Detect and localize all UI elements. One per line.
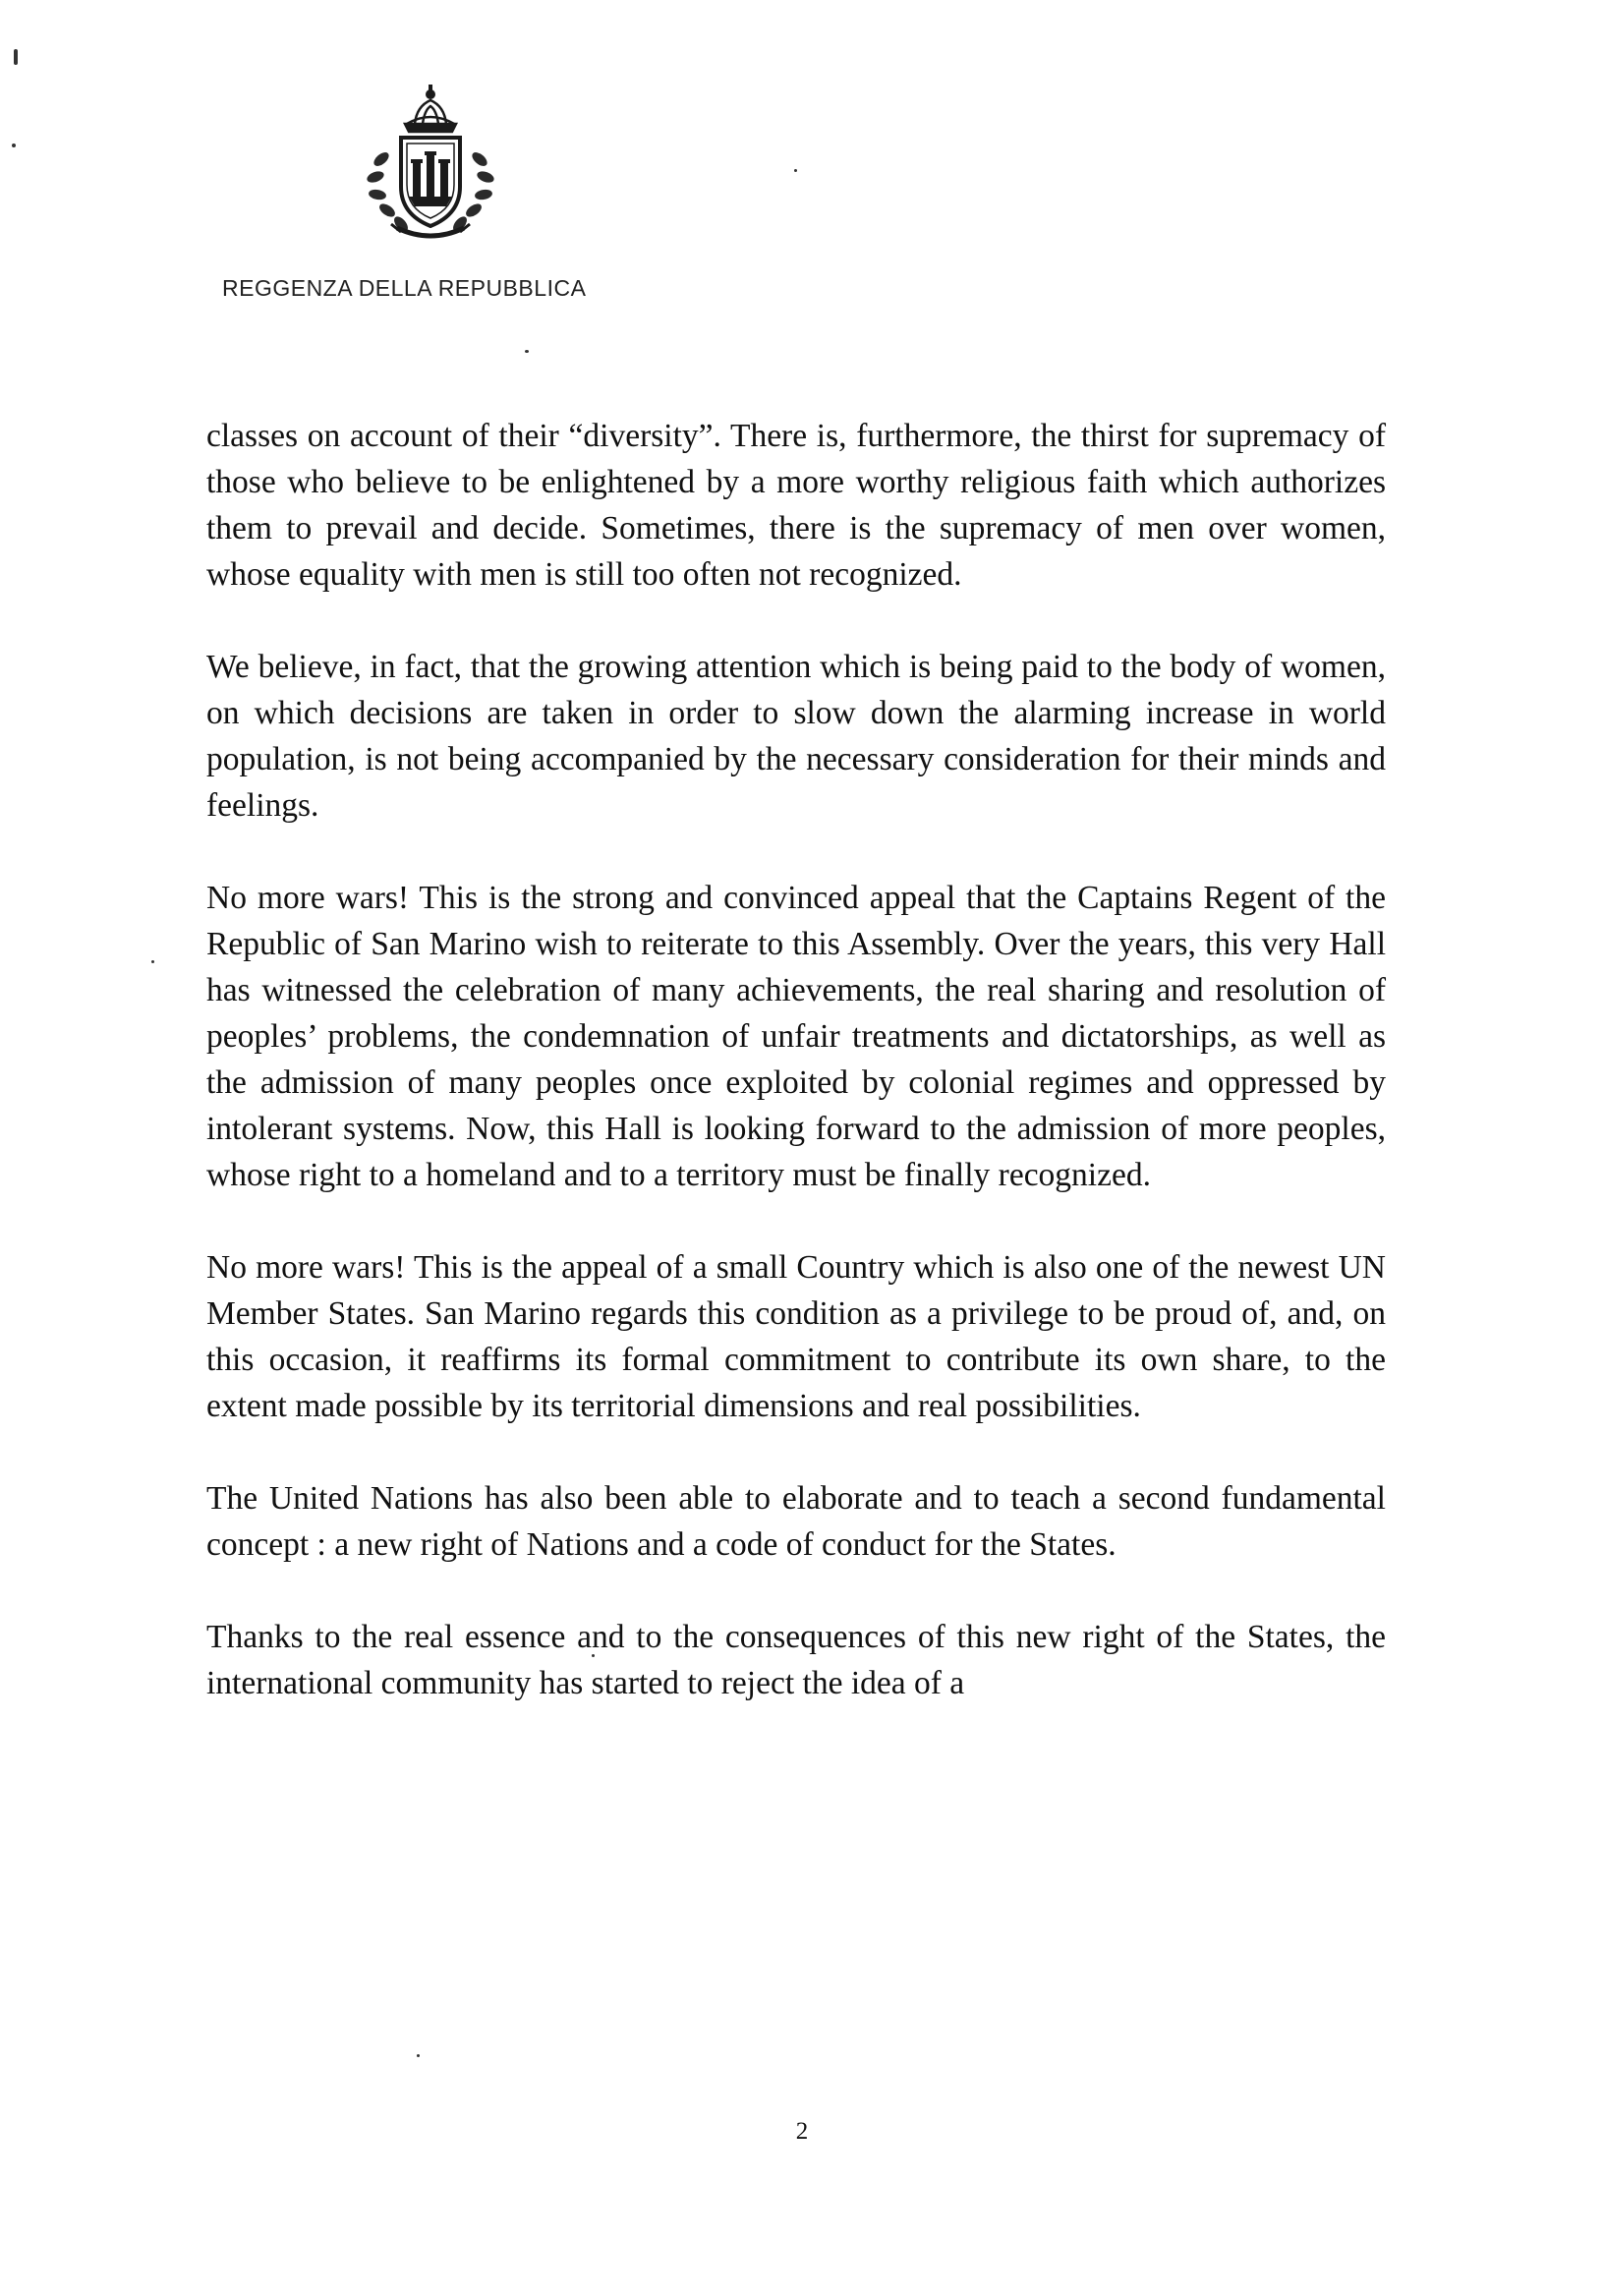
scan-speck bbox=[417, 2054, 420, 2057]
scan-speck bbox=[151, 960, 154, 963]
scan-speck bbox=[525, 350, 529, 353]
paragraph: classes on account of their “diversity”. There is, furthermore, the thirst for supremacy of those who believe to be enlightened by a more worthy religious faith which authorizes them to prevail and decide. Sometimes, there is the supremacy of men over women, whose equality with men is still too often not recognized. bbox=[206, 418, 1386, 593]
paragraph: No more wars! This is the strong and convinced appeal that the Captains Regent of the Republic of San Marino wish to reiterate to this Assembly. Over the years, this very Hall has witnessed the celebration of many achievements, the real sharing and resolution of peoples’ problems, the condemnation of unfair treatments and dictatorships, as well as the admission of many peoples once exploited by colonial regimes and oppressed by intolerant systems. Now, this Hall is looking forward to the admission of more peoples, whose right to a homeland and to a territory must be finally recognized. bbox=[206, 880, 1386, 1193]
paragraph: No more wars! This is the appeal of a small Country which is also one of the newest UN Member States. San Marino regards this condition as a privilege to be proud of, and, on this occasion, it reaffirms its formal commitment to contribute its own share, to the extent made possible by its territorial dimensions and real possibilities. bbox=[206, 1249, 1386, 1424]
page-number: 2 bbox=[795, 2118, 809, 2145]
letterhead-title: REGGENZA DELLA REPUBBLICA bbox=[222, 275, 587, 301]
coat-of-arms-icon bbox=[352, 81, 509, 248]
paragraph: The United Nations has also been able to elaborate and to teach a second fundamental concept : a new right of Nations and a code of conduct for the States. bbox=[206, 1480, 1386, 1563]
scan-speck bbox=[14, 49, 18, 65]
scan-speck bbox=[794, 169, 797, 172]
paragraph: We believe, in fact, that the growing attention which is being paid to the body of women, on which decisions are taken in order to slow down the alarming increase in world population, is not being accompanied by the necessary consideration for their minds and feelings. bbox=[206, 649, 1386, 824]
paragraph: Thanks to the real essence and to the consequences of this new right of the States, the international community has started to reject the idea of a bbox=[206, 1619, 1386, 1701]
document-body bbox=[206, 413, 1386, 1752]
scan-speck bbox=[12, 144, 16, 147]
